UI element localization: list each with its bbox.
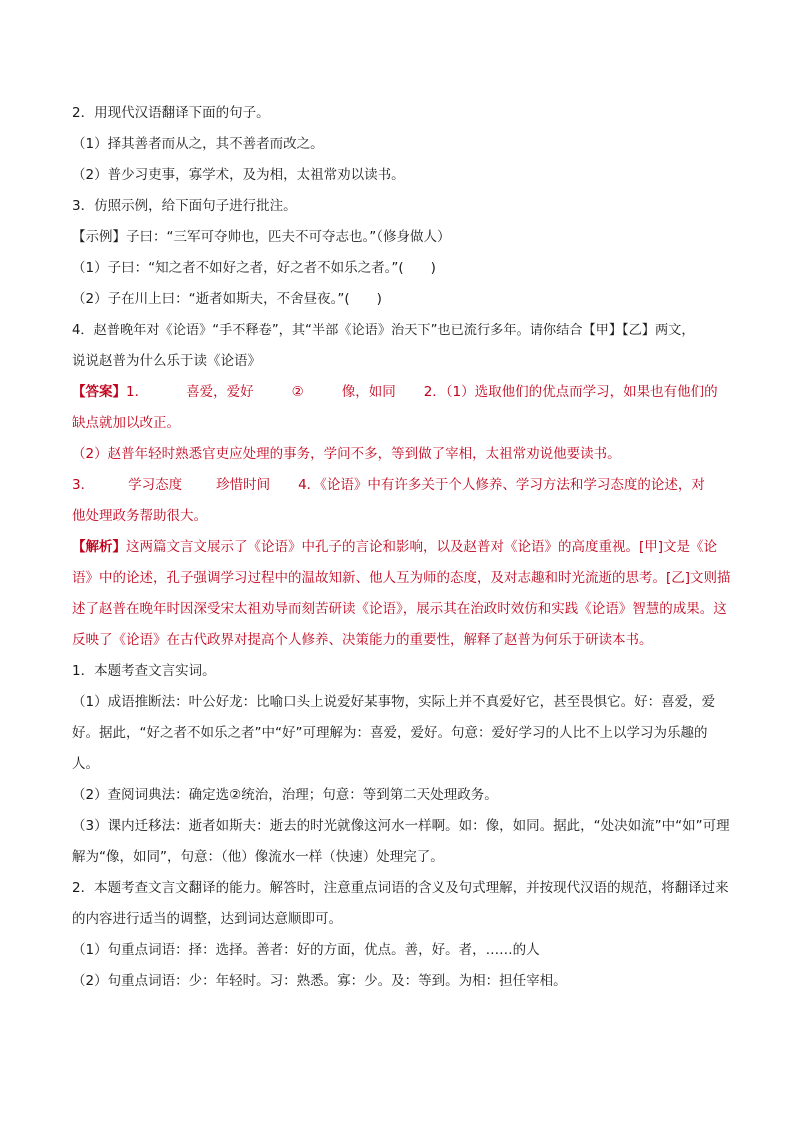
answer-2-continued: 缺点就加以改正。: [72, 415, 180, 431]
answer-1-part-1: 喜爱，爱好: [186, 384, 254, 400]
analysis-p2-2: （2）句重点词语：少：年轻时。习：熟悉。寡：少。及：等到。为相：担任宰相。: [72, 973, 567, 989]
analysis-p1-3: （3）课内迁移法：逝者如斯夫：逝去的时光就像这河水一样啊。如：像，如同。据此，“处决如流”中“如”可理解为“像，如同”，句意：（他）像流水一样（快速）处理完了。: [72, 818, 730, 865]
q3-example: [72, 222, 732, 253]
answer-line-3: [72, 470, 732, 501]
q3-sentence-1: （1）子曰：“知之者不如好之者，好之者不如乐之者。”( ): [72, 260, 436, 276]
document-page: [72, 98, 732, 997]
answer-1-part-2: ②: [291, 384, 304, 400]
example-text: 子曰：“三军可夺帅也，匹夫不可夺志也。”（修身做人）: [126, 229, 451, 245]
analysis-p1-1: （1）成语推断法：叶公好龙：比喻口头上说爱好某事物，实际上并不真爱好它，甚至畏惧它。好：喜爱，爱好。据此，“好之者不如乐之者”中“好”可理解为：喜爱，爱好。句意：爱好学习的人比不上以学习为乐趣的人。: [72, 694, 716, 772]
answer-3-part-1: 学习态度: [128, 477, 183, 493]
q4-line-2: 说说赵普为什么乐于读《论语》: [72, 353, 261, 369]
analysis-tag: 【解析】: [72, 539, 126, 555]
analysis-p1-2: （2）查阅词典法：确定选②统治，治理；句意：等到第二天处理政务。: [72, 787, 498, 803]
analysis-paragraph: [72, 532, 732, 656]
q4-line-1: 4．赵普晚年对《论语》“手不释卷”，其“半部《论语》治天下”也已流行多年。请你结合【甲】【乙】两文，: [72, 323, 695, 338]
q2-sentence-1: （1）择其善者而从之，其不善者而改之。: [72, 136, 324, 152]
answer-4-start: 4．《论语》中有许多关于个人修养、学习方法和学习态度的论述，对: [298, 477, 705, 493]
answer-2-start: 2．（1）选取他们的优点而学习，如果也有他们的: [423, 384, 718, 400]
q3-sentence-2: （2）子在川上曰：“逝者如斯夫，不舍昼夜。”( ): [72, 291, 382, 307]
answer-1-number: 1．: [126, 384, 149, 400]
answer-4-continued: 他处理政务帮助很大。: [72, 508, 207, 524]
answer-3-number: 3．: [72, 477, 95, 493]
analysis-text: 这两篇文言文展示了《论语》中孔子的言论和影响，以及赵普对《论语》的高度重视。[甲]文是《论语》中的论述，孔子强调学习过程中的温故知新、他人互为师的态度，及对志趣和时光流逝的思考。[乙]文则描述了赵普在晚年时因深受宋太祖劝导而刻苦研读《论语》，展示其在治政时效仿和实践《论语》智慧的成果。这反映了《论语》在古代政界对提高个人修养、决策能力的重要性，解释了赵普为何乐于研读本书。: [72, 539, 731, 648]
example-tag: 【示例】: [72, 229, 126, 245]
answer-1-part-3: 像，如同: [341, 384, 396, 400]
analysis-p1-title: 1．本题考查文言实词。: [72, 663, 216, 679]
q2-sentence-2: （2）普少习吏事，寡学术，及为相，太祖常劝以读书。: [72, 167, 405, 183]
answer-line-1: [72, 377, 732, 408]
analysis-p2-title: 2．本题考查文言文翻译的能力。解答时，注意重点词语的含义及句式理解，并按现代汉语的规范，将翻译过来的内容进行适当的调整，达到词达意顺即可。: [72, 880, 729, 927]
answer-tag: 【答案】: [72, 384, 126, 400]
answer-3-part-2: 珍惜时间: [216, 477, 271, 493]
analysis-p2-1: （1）句重点词语：择：选择。善者：好的方面，优点。善，好。者，……的人: [72, 942, 540, 958]
q3-title: 3．仿照示例，给下面句子进行批注。: [72, 198, 297, 214]
answer-2-2: （2）赵普年轻时熟悉官吏应处理的事务，学问不多，等到做了宰相，太祖常劝说他要读书。: [72, 446, 621, 462]
q2-title: 2．用现代汉语翻译下面的句子。: [72, 105, 270, 121]
